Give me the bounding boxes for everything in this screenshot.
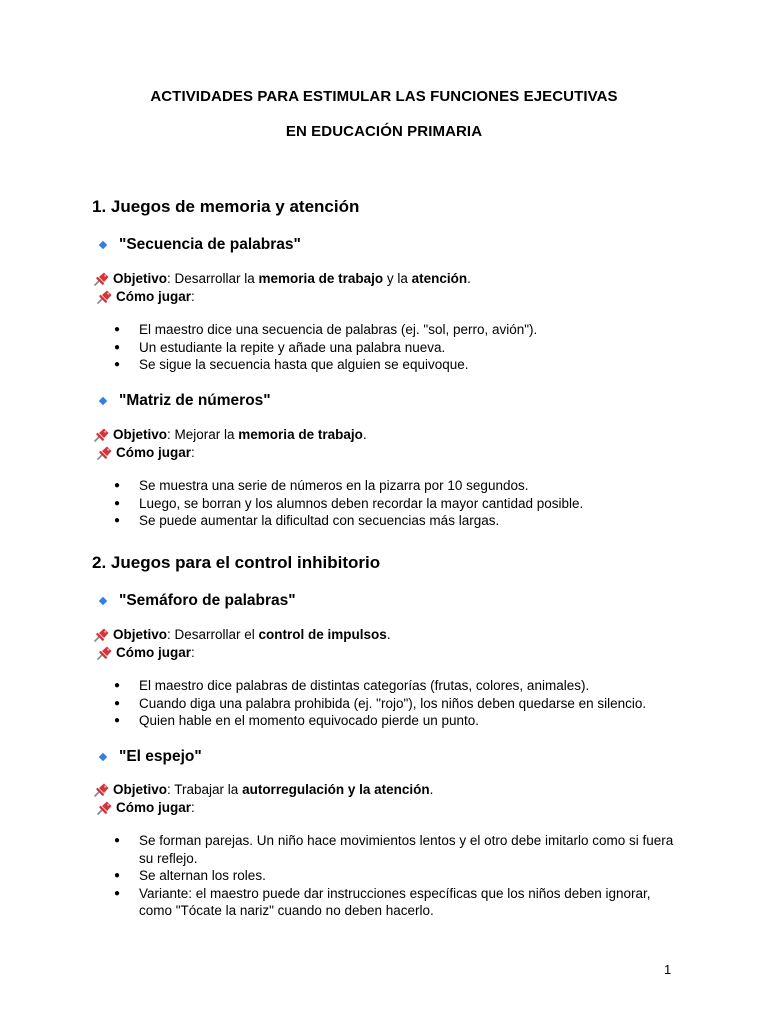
objective-text-run: . <box>467 271 471 286</box>
blue-diamond-icon <box>99 753 107 761</box>
section-heading: 2. Juegos para el control inhibitorio <box>92 553 381 572</box>
game-title <box>98 392 271 410</box>
game-title-text: "Matriz de números" <box>119 392 271 409</box>
how-to-play-label: Cómo jugar <box>116 445 192 460</box>
pushpin-icon <box>96 645 113 660</box>
objective-text <box>167 782 433 797</box>
objective-text <box>167 627 391 642</box>
list-item: ● Se sigue la secuencia hasta que alguien se equivoque. <box>114 356 684 374</box>
how-to-play-colon: : <box>191 445 195 460</box>
objective-line <box>93 271 471 286</box>
objective-text-run: . <box>429 782 434 797</box>
how-to-play-line <box>96 800 195 815</box>
list-item: ● Luego, se borran y los alumnos deben recordar la mayor cantidad posible. <box>114 495 684 513</box>
list-item: ● Variante: el maestro puede dar instrucciones específicas que los niños deben ignorar, como "Tócate la nariz" cuando no deben hacerlo. <box>114 885 684 920</box>
game-title-text: "Semáforo de palabras" <box>119 592 296 609</box>
objective-emphasis: memoria de trabajo <box>258 271 384 286</box>
list-item: ● Se muestra una serie de números en la pizarra por 10 segundos. <box>114 477 684 495</box>
how-to-play-colon: : <box>191 289 195 304</box>
objective-text-run: . <box>362 427 367 442</box>
objective-text-run: . <box>386 627 391 642</box>
objective-label: Objetivo <box>113 627 168 642</box>
instructions-list <box>114 477 684 530</box>
objective-text-run: y la <box>383 271 412 286</box>
blue-diamond-icon <box>99 597 107 605</box>
instructions-list <box>114 321 684 374</box>
objective-line <box>93 782 433 797</box>
objective-emphasis: control de impulsos <box>258 627 387 642</box>
blue-diamond-icon <box>99 397 107 405</box>
objective-text <box>167 427 367 442</box>
game-title-text: "Secuencia de palabras" <box>119 236 301 253</box>
objective-line <box>93 627 391 642</box>
how-to-play-label: Cómo jugar <box>116 289 192 304</box>
objective-label: Objetivo <box>113 427 168 442</box>
list-item: ● Se puede aumentar la dificultad con secuencias más largas. <box>114 512 684 530</box>
objective-text-run: : Trabajar la <box>167 782 243 797</box>
how-to-play-colon: : <box>191 645 195 660</box>
pushpin-icon <box>96 800 113 815</box>
list-item: ● Se alternan los roles. <box>114 867 684 885</box>
how-to-play-line <box>96 289 195 304</box>
how-to-play-colon: : <box>191 800 195 815</box>
how-to-play-line <box>96 445 195 460</box>
document-title-line-2: EN EDUCACIÓN PRIMARIA <box>285 123 483 140</box>
instructions-list <box>114 677 684 730</box>
objective-emphasis: atención <box>411 271 468 286</box>
blue-diamond-icon <box>99 241 107 249</box>
objective-line <box>93 427 367 442</box>
instructions-list <box>114 832 684 920</box>
how-to-play-line <box>96 645 195 660</box>
list-item: ● El maestro dice una secuencia de palabras (ej. "sol, perro, avión"). <box>114 321 684 339</box>
list-item: ● Un estudiante la repite y añade una palabra nueva. <box>114 339 684 357</box>
game-title <box>98 748 202 766</box>
list-item: ● El maestro dice palabras de distintas categorías (frutas, colores, animales). <box>114 677 684 695</box>
how-to-play-label: Cómo jugar <box>116 645 192 660</box>
objective-emphasis: autorregulación y la atención <box>242 782 430 797</box>
game-title <box>98 592 296 610</box>
list-item: ● Quien hable en el momento equivocado pierde un punto. <box>114 712 684 730</box>
objective-text-run: : Desarrollar la <box>167 271 259 286</box>
pushpin-icon <box>93 627 110 642</box>
pushpin-icon <box>93 782 110 797</box>
objective-emphasis: memoria de trabajo <box>238 427 363 442</box>
objective-text <box>167 271 471 286</box>
objective-text-run: : Mejorar la <box>167 427 239 442</box>
list-item: ● Cuando diga una palabra prohibida (ej. "rojo"), los niños deben quedarse en silencio. <box>114 695 684 713</box>
pushpin-icon <box>93 271 110 286</box>
document-title-line-1: ACTIVIDADES PARA ESTIMULAR LAS FUNCIONES EJECUTIVAS <box>150 88 618 105</box>
section-heading: 1. Juegos de memoria y atención <box>92 197 360 216</box>
how-to-play-label: Cómo jugar <box>116 800 192 815</box>
objective-label: Objetivo <box>113 782 168 797</box>
pushpin-icon <box>96 445 113 460</box>
list-item: ● Se forman parejas. Un niño hace movimientos lentos y el otro debe imitarlo como si fuera su reflejo. <box>114 832 684 867</box>
page-number: 1 <box>664 962 672 977</box>
pushpin-icon <box>96 289 113 304</box>
objective-text-run: : Desarrollar el <box>167 627 259 642</box>
pushpin-icon <box>93 427 110 442</box>
objective-label: Objetivo <box>113 271 168 286</box>
game-title <box>98 236 301 254</box>
game-title-text: "El espejo" <box>119 748 202 765</box>
